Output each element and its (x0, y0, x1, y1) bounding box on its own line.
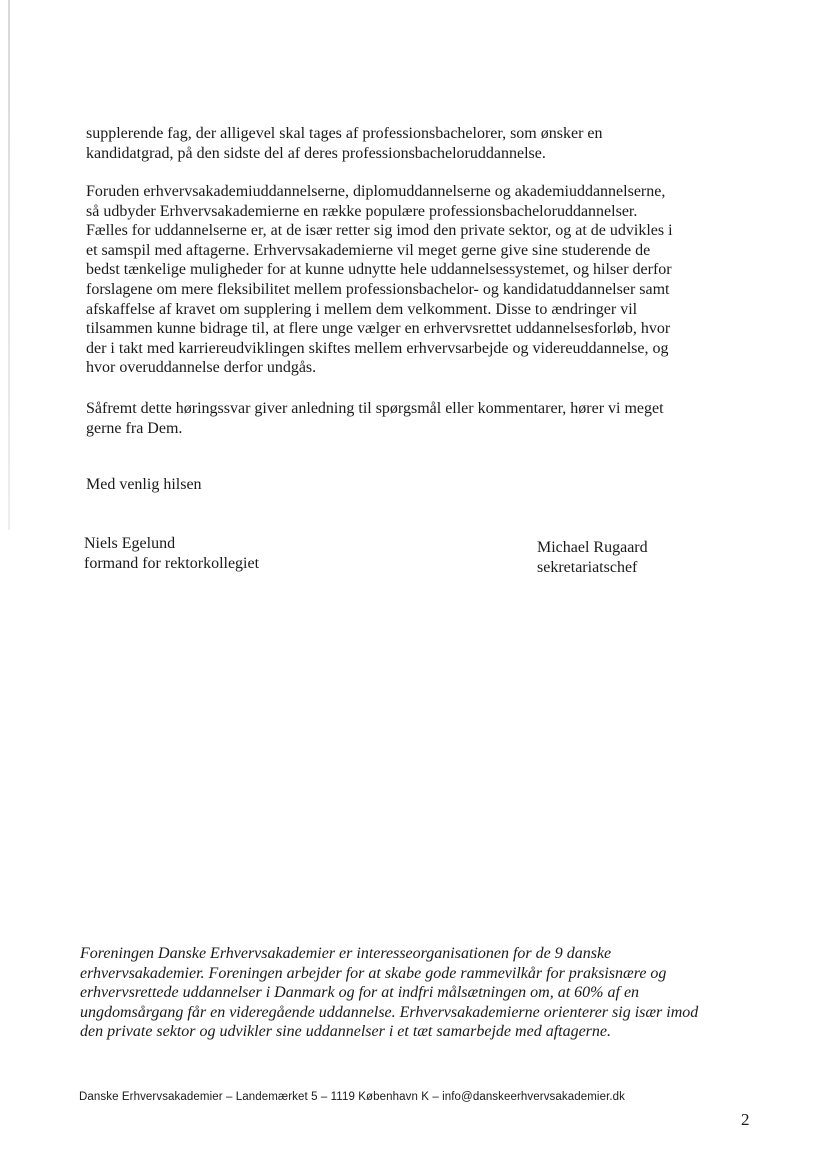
closing-salutation: Med venlig hilsen (86, 476, 202, 493)
page-number: 2 (741, 1110, 750, 1129)
body-paragraph-3: Såfremt dette høringssvar giver anledning til spørgsmål eller kommentarer, hører vi meget gerne fra Dem. (86, 400, 664, 437)
body-paragraph-1: supplerende fag, der alligevel skal tages af professionsbachelorer, som ønsker en kandidatgrad, på den sidste del af deres professionsbacheloruddannelse. (86, 125, 603, 162)
body-paragraph-2: Foruden erhvervsakademiuddannelserne, diplomuddannelserne og akademiuddannelserne, så udbyder Erhvervsakademierne en række populære professionsbacheloruddannelser. Fælles for uddannelserne er, at de især retter sig imod den private sektor, og at de udvikles i et samspil med aftagerne. Erhvervsakademierne vil meget gerne give sine studerende de bedst tænkelige muligheder for at kunne udnytte hele uddannelsessystemet, og hilser derfor forslagene om mere fleksibilitet mellem professionsbachelor- og kandidatuddannelser samt afskaffelse af kravet om supplering i mellem dem velkomment. Disse to ændringer vil tilsammen kunne bidrage til, at flere unge vælger en erhvervsrettet uddannelsesforløb, hvor der i takt med karriereudviklingen skiftes mellem erhvervsarbejde og videreuddannelse, og hvor overuddannelse derfor undgås. (86, 183, 673, 377)
scan-edge-line (8, 0, 10, 530)
signature-block-left (84, 534, 259, 573)
signer-name: Michael Rugaard (537, 539, 648, 556)
signer-title: formand for rektorkollegiet (84, 554, 260, 572)
signer-name: Niels Egelund (84, 535, 176, 552)
organization-note: Foreningen Danske Erhvervsakademier er interesseorganisationen for de 9 danske erhvervsakademier. Foreningen arbejder for at skabe gode rammevilkår for praksisnære og erhvervsrettede uddannelser i Danmark og for at indfri målsætningen om, at 60% af en ungdomsårgang får en videregående uddannelse. Erhvervsakademierne orienterer sig især imod den private sektor og udvikler sine uddannelser i et tæt samarbejde med aftagerne. (80, 945, 699, 1040)
signer-title: sekretariatschef (537, 558, 638, 576)
signature-block-right (537, 538, 648, 577)
footer-address: Danske Erhvervsakademier – Landemærket 5 – 1119 København K – info@danskeerhvervsakademier.dk (79, 1091, 626, 1103)
